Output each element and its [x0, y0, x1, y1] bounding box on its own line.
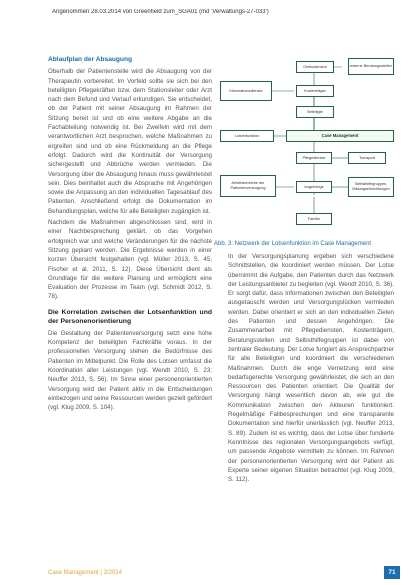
left-column: [48, 55, 212, 414]
box-self-help-groups: Selbsthilfegruppen, Bildungseinrichtungen: [348, 177, 394, 197]
right-column: [228, 252, 394, 486]
box-transport: Transport: [348, 152, 386, 164]
box-cost-bearers: Kostenträger: [296, 85, 334, 97]
figure-caption: Abb. 3: Netzwerk der Lotsenfunktion im Case Management: [214, 241, 372, 247]
box-care-services: Pflegedienste: [296, 152, 332, 164]
footer-journal: Case Management | 2/2014: [48, 570, 122, 576]
body-paragraph: Nachdem die Maßnahmen abgeschlossen sind, wird in einer Nachbesprechung geklärt, ob das Vorgehen erfolgreich war und welche Veränderungen für die nächste Sitzung geplant werden. Die Ergebnisse werden in einer kurzen Übersicht festgehalten (vgl. Müller 2013, S. 45; Fischer et al. 2011, S. 12). Diese Übersicht dient als Grundlage für die weitere Planung und ermöglicht eine Evaluation der Prozesse im Team (vgl. Schmidt 2012, S. 78).: [48, 219, 212, 301]
box-relatives: Angehörige: [296, 181, 332, 193]
section-heading-2: Die Korrelation zwischen der Lotsenfunktion und der Personenorientierung: [48, 308, 212, 325]
page-header: Angenommen 28.03.2014 von Greenfield zum_SGA01 (md 'Verwaltungs-27-033'): [52, 9, 269, 15]
body-paragraph: Oberhalb der Patientenstelle wird die Absaugung von der Therapeutin vorbereitet. Im Vorfeld sollte sie sich bei den beteiligten Pflegekräften bzw. dem Stationsleiter oder Arzt nach dem Befund und Verlauf erkundigen. Sie entscheidet, ob der Patient mit seiner Absaugung im Rahmen der Sitzung bereit ist und ob eine weitere Abgabe an die Fachabteilung notwendig ist. Bei Zweifeln wird mit dem verantwortlichen Arzt besprochen, welche Maßnahmen zu ergreifen sind und ob eine Rückmeldung an die Pflege erfolgt. Dadurch wird die Kontinuität der Versorgung sichergestellt und Abbrüche werden vermieden. Die Versorgung über die Absaugung hinaus muss gewährleistet sein. Dies beinhaltet auch die Absprache mit Angehörigen sowie die Anpassung an den individuellen Tagesablauf des Patienten. Anschließend erfolgt die Dokumentation im Behandlungsplan, welche für alle Beteiligten zugänglich ist.: [48, 68, 212, 215]
box-case-management: Case Management: [286, 130, 394, 142]
box-external-advice: externe Beratungsstellen: [348, 58, 394, 75]
network-diagram: [214, 55, 398, 235]
box-care-areas: Arbeitsbereiche der Patientenversorgung: [220, 175, 276, 197]
box-information-services: Informationsdienste: [220, 81, 272, 101]
box-family: Familie: [296, 213, 332, 225]
page-number: 71: [384, 566, 400, 579]
body-paragraph: Die Gestaltung der Patientenversorgung setzt eine hohe Kompetenz der beteiligten Fachkräfte voraus. In der professionellen Versorgung stehen die Bedürfnisse des Patienten im Mittelpunkt. Die Rolle des Lotsen umfasst die Koordination aller Leistungen (vgl. Wendt 2010, S. 23; Neuffer 2013, S. 56). Im Sinne einer personenorientierten Versorgung wird der Patient aktiv in die Entscheidungen einbezogen und seine Ressourcen werden gezielt gefördert (vgl. Klug 2009, S. 104).: [48, 329, 212, 412]
box-pilot-function: Lotsenfunktion: [220, 130, 274, 142]
box-participants: Beteiligte: [296, 106, 334, 118]
section-heading: Ablaufplan der Absaugung: [48, 56, 133, 63]
box-ombudsmann: Ombudsmann: [296, 61, 334, 73]
body-paragraph: In der Versorgungsplanung ergeben sich verschiedene Schnittstellen, die koordiniert werden müssen. Der Lotse übernimmt die Aufgabe, den Patienten durch das Netzwerk der Leistungsanbieter zu begleiten (vgl. Wendt 2010, S. 36). Er sorgt dafür, dass Informationen zwischen den Beteiligten ausgetauscht werden und Versorgungslücken vermieden werden. Dabei orientiert er sich an den individuellen Zielen des Patienten und dessen Angehörigen. Die Zusammenarbeit mit Pflegediensten, Kostenträgern, Beratungsstellen und Selbsthilfegruppen ist dabei von zentraler Bedeutung. Der Lotse fungiert als Ansprechpartner für alle Beteiligten und koordiniert die verschiedenen Maßnahmen. Durch die enge Vernetzung wird eine bedarfsgerechte Versorgung gewährleistet, die sich an den Ressourcen des Patienten orientiert. Die Qualität der Versorgung hängt wesentlich davon ab, wie gut die Kommunikation zwischen den Akteuren funktioniert. Regelmäßige Fallbesprechungen und eine transparente Dokumentation sind hierfür unerlässlich (vgl. Neuffer 2013, S. 89). Zudem ist es wichtig, dass der Lotse über fundierte Kenntnisse des regionalen Versorgungsangebots verfügt, um passende Angebote vermitteln zu können. Im Rahmen der personenorientierten Versorgung wird der Patient als Experte seiner eigenen Situation betrachtet (vgl. Klug 2009, S. 112).: [228, 253, 394, 484]
